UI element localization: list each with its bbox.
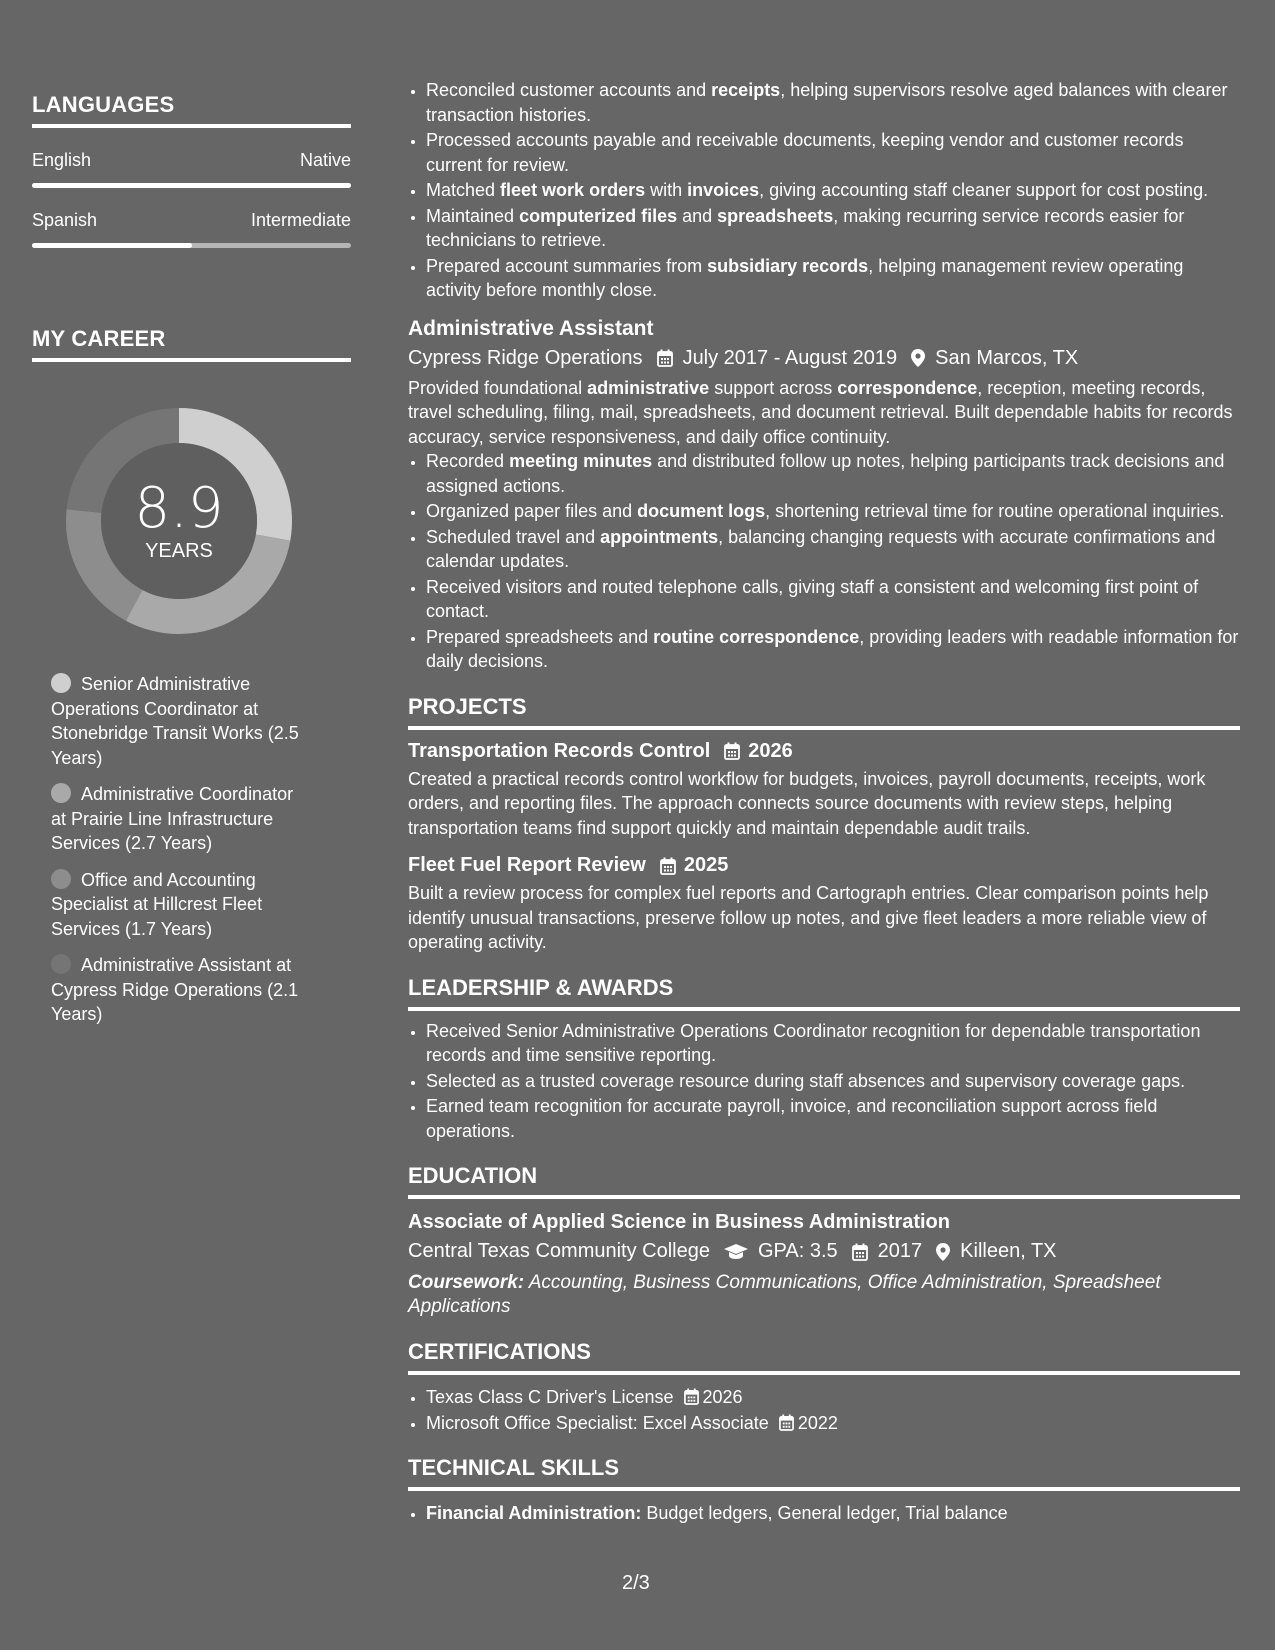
job-title: Administrative Assistant <box>408 316 654 340</box>
leadership-item: • Earned team recognition for accurate payroll, invoice, and reconciliation support across field operations. <box>426 1094 1240 1143</box>
projects-heading: PROJECTS <box>408 694 1240 730</box>
languages-heading: LANGUAGES <box>32 92 351 128</box>
job-dates: July 2017 - August 2019 <box>682 346 898 369</box>
job-meta <box>408 347 1240 370</box>
legend-dot <box>51 783 71 803</box>
education-heading: EDUCATION <box>408 1163 1240 1199</box>
career-legend-item <box>51 868 313 942</box>
job-location: San Marcos, TX <box>935 346 1079 369</box>
certification-item: • Texas Class C Driver's License 2026 <box>426 1385 1240 1410</box>
page-number: 2/3 <box>622 1572 650 1594</box>
project-title: Transportation Records Control 2026 <box>408 739 793 762</box>
career-legend <box>51 672 313 1027</box>
language-proficiency-bar <box>32 243 351 248</box>
language-level: Intermediate <box>250 210 351 230</box>
leadership-item: • Selected as a trusted coverage resource during staff absences and supervisory coverage gaps. <box>426 1069 1240 1094</box>
graduation-cap-icon <box>724 1244 748 1260</box>
leadership-list <box>408 1019 1240 1144</box>
job-bullet: • Recorded meeting minutes and distributed follow up notes, helping participants track decisions and assigned actions. <box>426 449 1240 498</box>
language-name: Spanish <box>32 210 98 230</box>
calendar-icon <box>779 1414 794 1431</box>
job-bullet: • Prepared spreadsheets and routine correspondence, providing leaders with readable information for daily decisions. <box>426 625 1240 674</box>
job-company: Cypress Ridge Operations <box>408 346 643 369</box>
location-pin-icon <box>911 349 925 367</box>
career-legend-label: Office and Accounting Specialist at Hillcrest Fleet Services (1.7 Years) <box>51 869 263 939</box>
sidebar <box>32 92 351 1039</box>
location-pin-icon <box>936 1243 950 1261</box>
career-legend-label: Administrative Assistant at Cypress Ridge Operations (2.1 Years) <box>51 955 299 1024</box>
calendar-icon <box>684 1388 699 1405</box>
experience-bullet: • Maintained computerized files and spreadsheets, making recurring service records easier for technicians to retrieve. <box>426 204 1240 253</box>
experience-bullet: • Prepared account summaries from subsidiary records, helping management review operating activity before monthly close. <box>426 254 1240 303</box>
project-year: 2026 <box>748 739 793 762</box>
language-proficiency-bar <box>32 183 351 188</box>
education-gpa: GPA: 3.5 <box>757 1240 838 1262</box>
experience-bullet: • Reconciled customer accounts and receipts, helping supervisors resolve aged balances with clearer transaction histories. <box>426 78 1240 127</box>
career-donut-chart <box>64 406 294 636</box>
certification-item: • Microsoft Office Specialist: Excel Associate 2022 <box>426 1411 1240 1436</box>
language-name: English <box>32 150 92 170</box>
legend-dot <box>51 869 71 889</box>
education-degree: Associate of Applied Science in Business Administration <box>408 1211 950 1233</box>
project-description: Built a review process for complex fuel reports and Cartograph entries. Clear comparison points help identify unusual transactions, preserve follow up notes, and give fleet leaders a more reliable view of operating activity. <box>408 883 1209 952</box>
legend-dot <box>51 673 71 693</box>
leadership-heading: LEADERSHIP & AWARDS <box>408 975 1240 1011</box>
experience-bullet: • Matched fleet work orders with invoices, giving accounting staff cleaner support for cost posting. <box>426 178 1240 203</box>
career-legend-item <box>51 953 313 1027</box>
project-title: Fleet Fuel Report Review 2025 <box>408 854 729 876</box>
career-heading: MY CAREER <box>32 326 351 362</box>
education-meta <box>408 1240 1240 1263</box>
education-year: 2017 <box>877 1240 923 1262</box>
project-year: 2025 <box>683 854 729 876</box>
language-proficiency-fill <box>32 183 351 188</box>
legend-dot <box>51 954 71 974</box>
technical-skills-heading: TECHNICAL SKILLS <box>408 1455 1240 1491</box>
project-description: Created a practical records control workflow for budgets, invoices, payroll documents, receipts, work orders, and reporting files. The approach connects source documents with review steps, helping transportation teams find support quickly and maintain dependable audit trails. <box>408 768 1206 838</box>
calendar-icon <box>852 1243 868 1261</box>
career-legend-item <box>51 672 313 770</box>
education-school: Central Texas Community College <box>408 1240 710 1262</box>
leadership-item: • Received Senior Administrative Operations Coordinator recognition for dependable transportation records and time sensitive reporting. <box>426 1019 1240 1068</box>
education-coursework: Coursework: Accounting, Business Communications, Office Administration, Spreadsheet Applications <box>408 1272 1161 1317</box>
job-bullets <box>408 449 1240 674</box>
language-item <box>32 150 351 188</box>
job-bullet: • Scheduled travel and appointments, balancing changing requests with accurate confirmations and calendar updates. <box>426 525 1240 574</box>
career-legend-item <box>51 782 313 856</box>
job-summary: Provided foundational administrative support across correspondence, reception, meeting records, travel scheduling, filing, mail, spreadsheets, and document retrieval. Built dependable habits for records accuracy, service responsiveness, and daily office continuity. <box>408 377 1233 447</box>
experience-bullets <box>408 78 1240 303</box>
career-legend-label: Administrative Coordinator at Prairie Line Infrastructure Services (2.7 Years) <box>51 784 294 853</box>
experience-bullet: • Processed accounts payable and receivable documents, keeping vendor and customer records current for review. <box>426 128 1240 177</box>
calendar-icon <box>660 857 676 875</box>
language-item <box>32 210 351 248</box>
job-bullet: • Organized paper files and document logs, shortening retrieval time for routine operational inquiries. <box>426 499 1240 524</box>
education-location: Killeen, TX <box>960 1240 1057 1262</box>
certifications-list <box>408 1385 1240 1435</box>
language-proficiency-fill <box>32 243 192 248</box>
calendar-icon <box>657 349 673 367</box>
career-total-value: 8.9 <box>134 475 224 541</box>
calendar-icon <box>724 742 740 760</box>
career-legend-label: Senior Administrative Operations Coordinator at Stonebridge Transit Works (2.5 Years) <box>51 674 299 768</box>
skills-list <box>408 1501 1240 1526</box>
certifications-heading: CERTIFICATIONS <box>408 1339 1240 1375</box>
language-level: Native <box>299 150 351 170</box>
main-content <box>408 78 1240 1527</box>
job-bullet: • Received visitors and routed telephone calls, giving staff a consistent and welcoming first point of contact. <box>426 575 1240 624</box>
career-total-unit: YEARS <box>145 539 213 562</box>
skill-item: • Financial Administration: Budget ledgers, General ledger, Trial balance <box>426 1501 1240 1526</box>
